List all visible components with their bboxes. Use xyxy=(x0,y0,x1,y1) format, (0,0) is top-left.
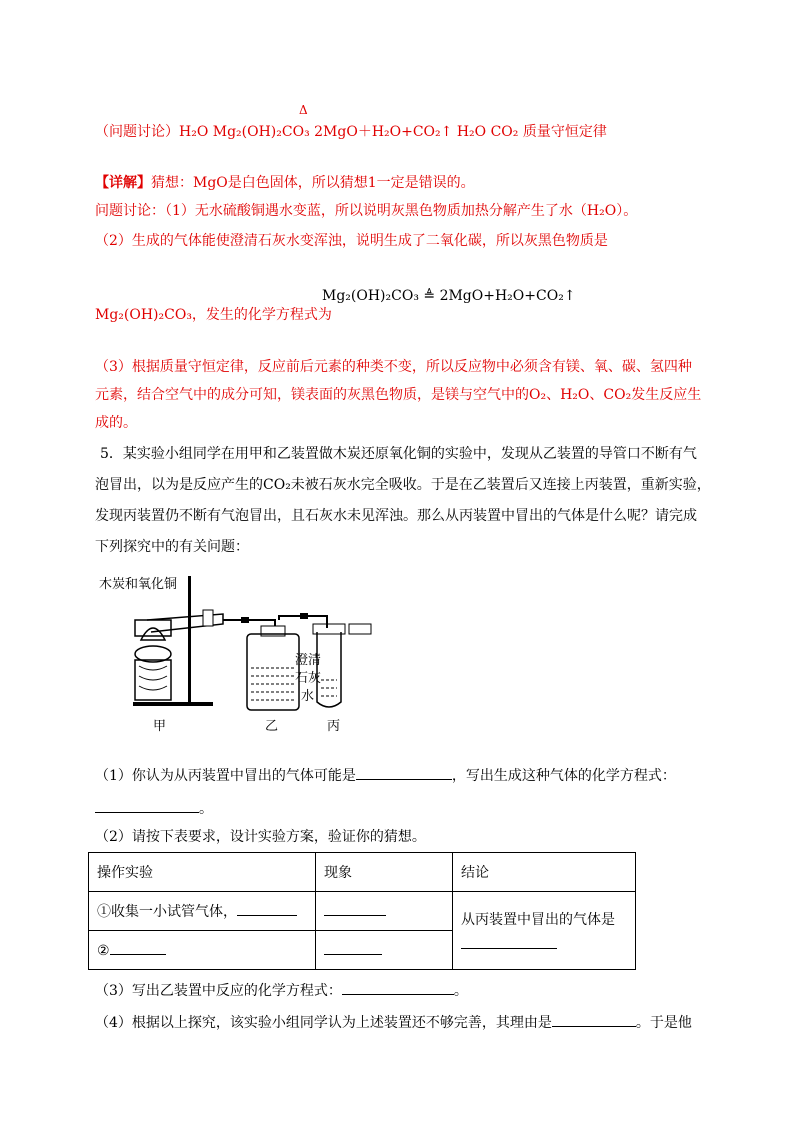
q3-end: 。 xyxy=(453,983,468,999)
equation: Mg₂(OH)₂CO₃ ≜ 2MgO+H₂O+CO₂↑ xyxy=(322,288,576,304)
label-reagent: 木炭和氧化铜 xyxy=(99,577,178,592)
conclusion-blank[interactable] xyxy=(461,935,557,949)
row2-phenomenon xyxy=(316,931,453,970)
row1-op-blank[interactable] xyxy=(237,902,297,916)
q3-text: （3）写出乙装置中反应的化学方程式： xyxy=(95,983,342,999)
label-limewater-2: 石灰 xyxy=(295,671,322,686)
conclusion-text: 从丙装置中冒出的气体是 xyxy=(461,911,615,928)
discussion-3a: （3）根据质量守恒定律，反应前后元素的种类不变，所以反应物中必须含有镁、氧、碳、氢四种 xyxy=(95,359,692,375)
apparatus-drawing xyxy=(95,568,385,748)
header-phenomenon: 现象 xyxy=(316,853,453,892)
label-jia: 甲 xyxy=(153,719,167,734)
detail-guess: 猜想：MgO是白色固体，所以猜想1一定是错误的。 xyxy=(151,175,475,191)
label-limewater-3: 水 xyxy=(301,689,315,704)
row1-phenomenon xyxy=(316,892,453,931)
apparatus-figure xyxy=(95,568,385,748)
q4-text-b: 。于是他 xyxy=(635,1015,692,1031)
row1-operation xyxy=(89,892,316,931)
q1-text-a: （1）你认为从丙装置中冒出的气体可能是 xyxy=(95,768,356,784)
q2-line: （2）请按下表要求，设计实验方案，验证你的猜想。 xyxy=(95,829,426,845)
row2-op-text: ② xyxy=(97,943,110,959)
discussion-2b: Mg₂(OH)₂CO₃，发生的化学方程式为 xyxy=(95,307,332,323)
discussion-3c: 成的。 xyxy=(95,415,137,431)
q4-text-a: （4）根据以上探究，该实验小组同学认为上述装置还不够完善，其理由是 xyxy=(95,1015,552,1031)
label-limewater-1: 澄清 xyxy=(295,653,322,668)
detail-tag: 【详解】 xyxy=(95,175,151,191)
q5-stem-1: 5．某实验小组同学在用甲和乙装置做木炭还原氧化铜的实验中，发现从乙装置的导管口不断有气 xyxy=(100,446,697,462)
experiment-table xyxy=(88,852,636,970)
q5-stem-4: 下列探究中的有关问题： xyxy=(95,539,249,555)
discussion-1: 问题讨论：（1）无水硫酸铜遇水变蓝，所以说明灰黑色物质加热分解产生了水（H₂O）。 xyxy=(95,203,638,219)
row1-op-text: ①收集一小试管气体， xyxy=(97,904,237,920)
row2-op-blank[interactable] xyxy=(110,941,166,955)
q5-stem-2: 泡冒出，以为是反应产生的CO₂未被石灰水完全吸收。于是在乙装置后又连接上丙装置，重新实验， xyxy=(95,477,711,493)
table-row xyxy=(89,892,636,931)
answer-line-1: （问题讨论）H₂O Mg₂(OH)₂CO₃ 2MgO＋H₂O+CO₂↑ H₂O CO₂ 质量守恒定律 xyxy=(95,124,607,140)
q1-blank-equation[interactable] xyxy=(95,799,199,813)
q1-text-b: ，写出生成这种气体的化学方程式： xyxy=(451,768,676,784)
q4-blank[interactable] xyxy=(552,1013,636,1027)
q3-line xyxy=(95,980,468,1000)
q1-line xyxy=(95,765,676,785)
delta-mark: Δ xyxy=(299,103,308,117)
q1-end: 。 xyxy=(199,801,213,817)
conclusion-cell xyxy=(453,892,636,970)
q5-stem-3: 发现丙装置仍不断有气泡冒出，且石灰水未见浑浊。那么从丙装置中冒出的气体是什么呢？请完成 xyxy=(95,508,697,524)
row2-operation xyxy=(89,931,316,970)
discussion-2: （2）生成的气体能使澄清石灰水变浑浊，说明生成了二氧化碳，所以灰黑色物质是 xyxy=(95,233,608,249)
q3-blank[interactable] xyxy=(342,981,454,995)
label-yi: 乙 xyxy=(265,719,279,734)
row1-phenomenon-blank[interactable] xyxy=(324,902,386,916)
discussion-3b: 元素，结合空气中的成分可知，镁表面的灰黑色物质，是镁与空气中的O₂、H₂O、CO₂发生反应生 xyxy=(95,387,702,403)
header-operation: 操作实验 xyxy=(89,853,316,892)
label-bing: 丙 xyxy=(327,719,341,734)
detail-line xyxy=(95,172,475,192)
q1-blank-gas[interactable] xyxy=(356,766,452,780)
q1-line-2 xyxy=(95,798,213,818)
row2-phenomenon-blank[interactable] xyxy=(324,941,382,955)
table-row xyxy=(89,853,636,892)
header-conclusion: 结论 xyxy=(453,853,636,892)
q4-line xyxy=(95,1012,692,1032)
